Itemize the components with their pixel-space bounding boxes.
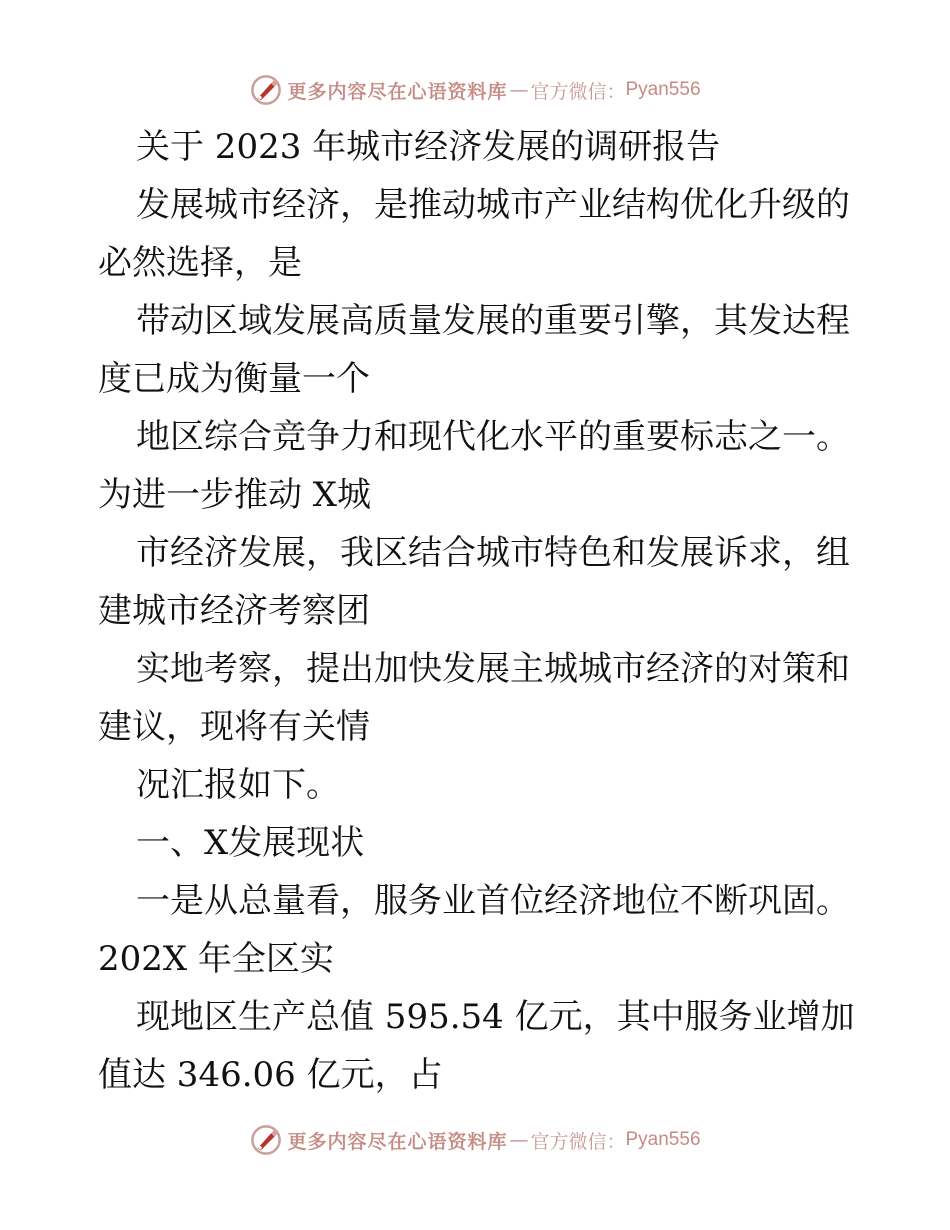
text-line: 发展城市经济，是推动城市产业结构优化升级的 [136, 185, 850, 225]
header-watermark [0, 70, 950, 110]
watermark-text: 更多内容尽在心语资料库 [287, 1130, 508, 1153]
text-line: 关于 2023 年城市经济发展的调研报告 [136, 127, 721, 167]
text-line: 建城市经济考察团 [98, 591, 370, 631]
text-line: 市经济发展，我区结合城市特色和发展诉求，组 [136, 533, 850, 573]
watermark-dash: — [509, 1129, 529, 1151]
text-line: 带动区域发展高质量发展的重要引擎，其发达程 [136, 301, 850, 341]
text-line: 地区综合竞争力和现代化水平的重要标志之一。 [136, 417, 850, 457]
pen-nib-logo-icon [249, 73, 283, 107]
pen-nib-logo-icon [249, 1123, 283, 1157]
text-line: 必然选择，是 [98, 243, 302, 283]
text-line: 建议，现将有关情 [98, 707, 370, 747]
text-line: 度已成为衡量一个 [98, 359, 370, 399]
watermark-dash: — [509, 79, 529, 101]
watermark-wechat-id: Pyan556 [625, 79, 701, 100]
text-line: 况汇报如下。 [136, 765, 340, 805]
watermark-text: 更多内容尽在心语资料库 [287, 80, 508, 103]
watermark-wechat-id: Pyan556 [625, 1129, 701, 1150]
text-line: 实地考察，提出加快发展主城城市经济的对策和 [136, 649, 850, 689]
document-body [98, 118, 858, 1104]
watermark-wechat-label: 官方微信： [530, 1130, 626, 1153]
watermark-wechat-label: 官方微信： [530, 80, 626, 103]
text-line: 一、X发展现状 [136, 823, 365, 863]
text-line: 现地区生产总值 595.54 亿元，其中服务业增加 [136, 997, 855, 1037]
text-line: 一是从总量看，服务业首位经济地位不断巩固。 [136, 881, 850, 921]
footer-watermark [0, 1120, 950, 1160]
text-line: 202X 年全区实 [98, 939, 334, 979]
text-line: 为进一步推动 X城 [98, 475, 372, 515]
text-line: 值达 346.06 亿元，占 [98, 1055, 443, 1095]
